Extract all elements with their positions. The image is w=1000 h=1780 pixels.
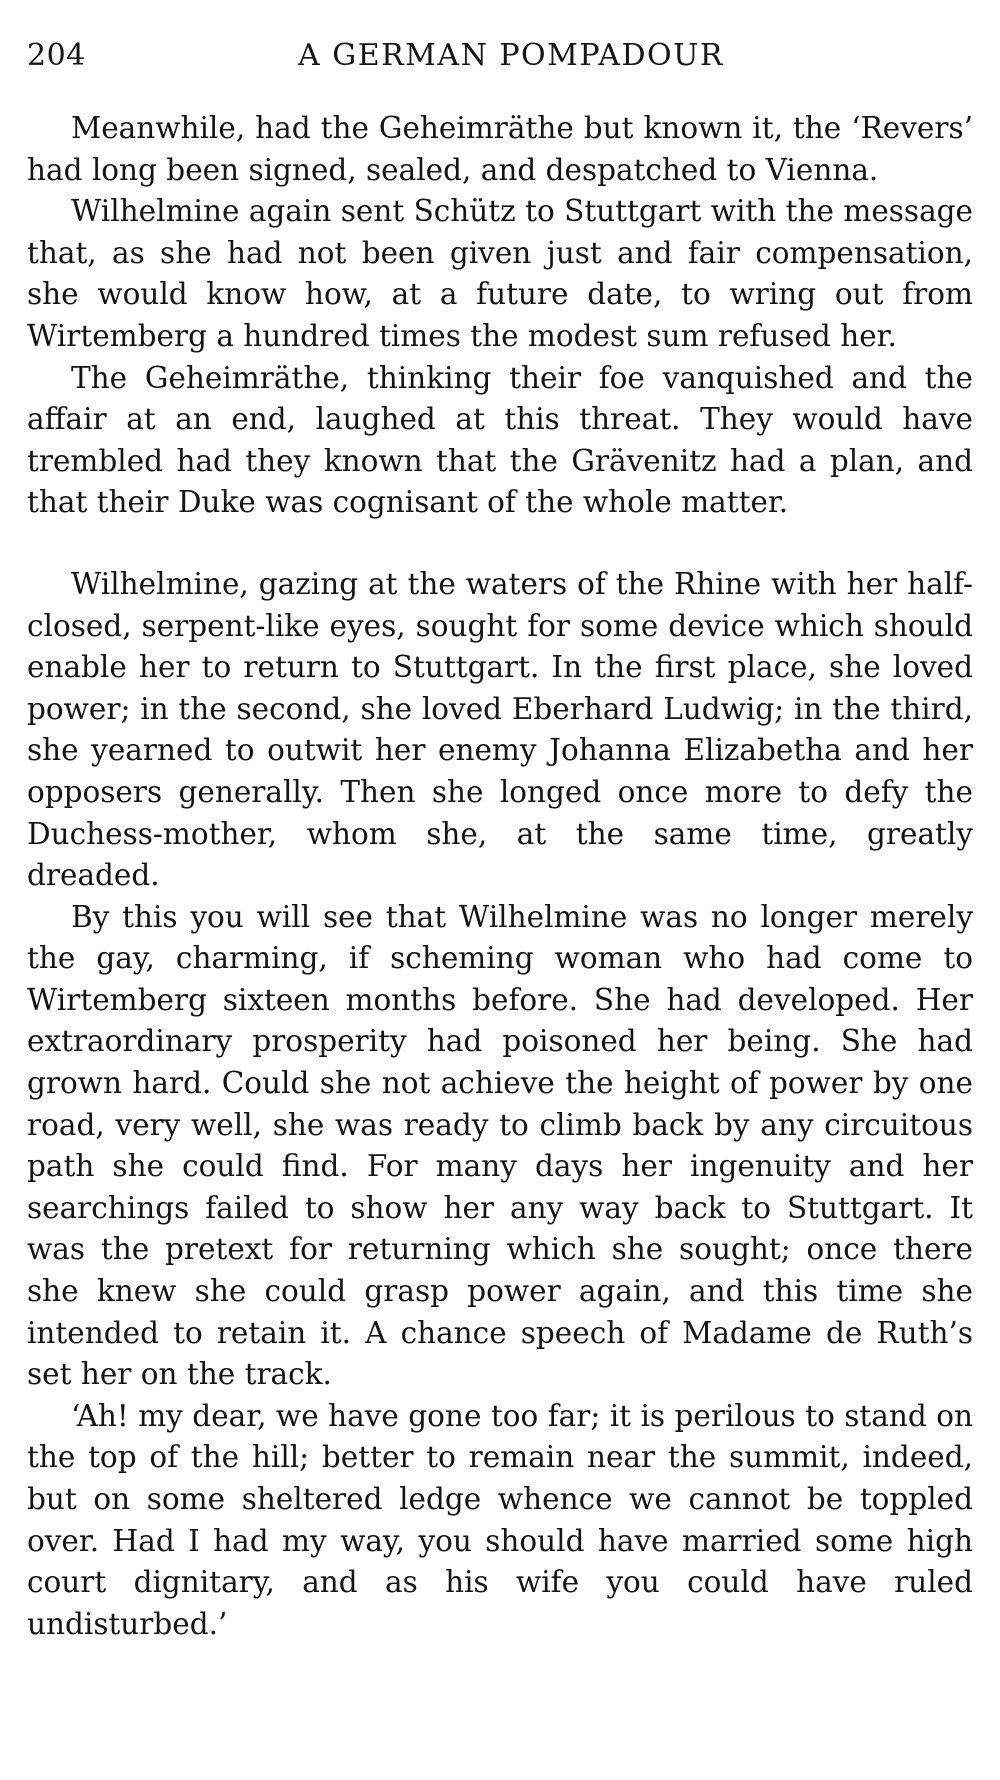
paragraph: The Geheimräthe, thinking their foe vanquished and the affair at an end, laughed at this threat. They would have trembled had they known that the Grävenitz had a plan, and that their Duke was cognisant of the whole matter.	[27, 360, 973, 520]
paragraph: Wilhelmine again sent Schütz to Stuttgart with the message that, as she had not been given just and fair compensation, she would know how, at a future date, to wring out from Wirtemberg a hundred times the modest sum refused her.	[27, 194, 973, 353]
paragraph: ‘Ah! my dear, we have gone too far; it is perilous to stand on the top of the hill; better to remain near the summit, indeed, but on some sheltered ledge whence we cannot be toppled over. Had I had my way, you should have married some high court dignitary, and as his wife you could have ruled undisturbed.’	[27, 1398, 973, 1641]
body-text	[27, 108, 973, 1645]
page-number: 204	[27, 38, 86, 73]
paragraph: Wilhelmine, gazing at the waters of the Rhine with her half-closed, serpent-like eyes, sought for some device which should enable her to return to Stuttgart. In the first place, she loved power; in the second, she loved Eberhard Ludwig; in the third, she yearned to outwit her enemy Johanna Elizabetha and her opposers generally. Then she longed once more to defy the Duchess-mother, whom she, at the same time, greatly dreaded.	[27, 566, 973, 893]
running-title: A GERMAN POMPADOUR	[298, 38, 724, 73]
paragraph: Meanwhile, had the Geheimräthe but known it, the ‘Revers’ had long been signed, sealed, and despatched to Vienna.	[27, 111, 973, 187]
paragraph: By this you will see that Wilhelmine was no longer merely the gay, charming, if scheming woman who had come to Wirtemberg sixteen months before. She had developed. Her extraordinary prosperity had poisoned her being. She had grown hard. Could she not achieve the height of power by one road, very well, she was ready to climb back by any circuitous path she could find. For many days her ingenuity and her searchings failed to show her any way back to Stuttgart. It was the pretext for returning which she sought; once there she knew she could grasp power again, and this time she intended to retain it. A chance speech of Madame de Ruth’s set her on the track.	[27, 899, 973, 1392]
page-header	[27, 32, 955, 78]
